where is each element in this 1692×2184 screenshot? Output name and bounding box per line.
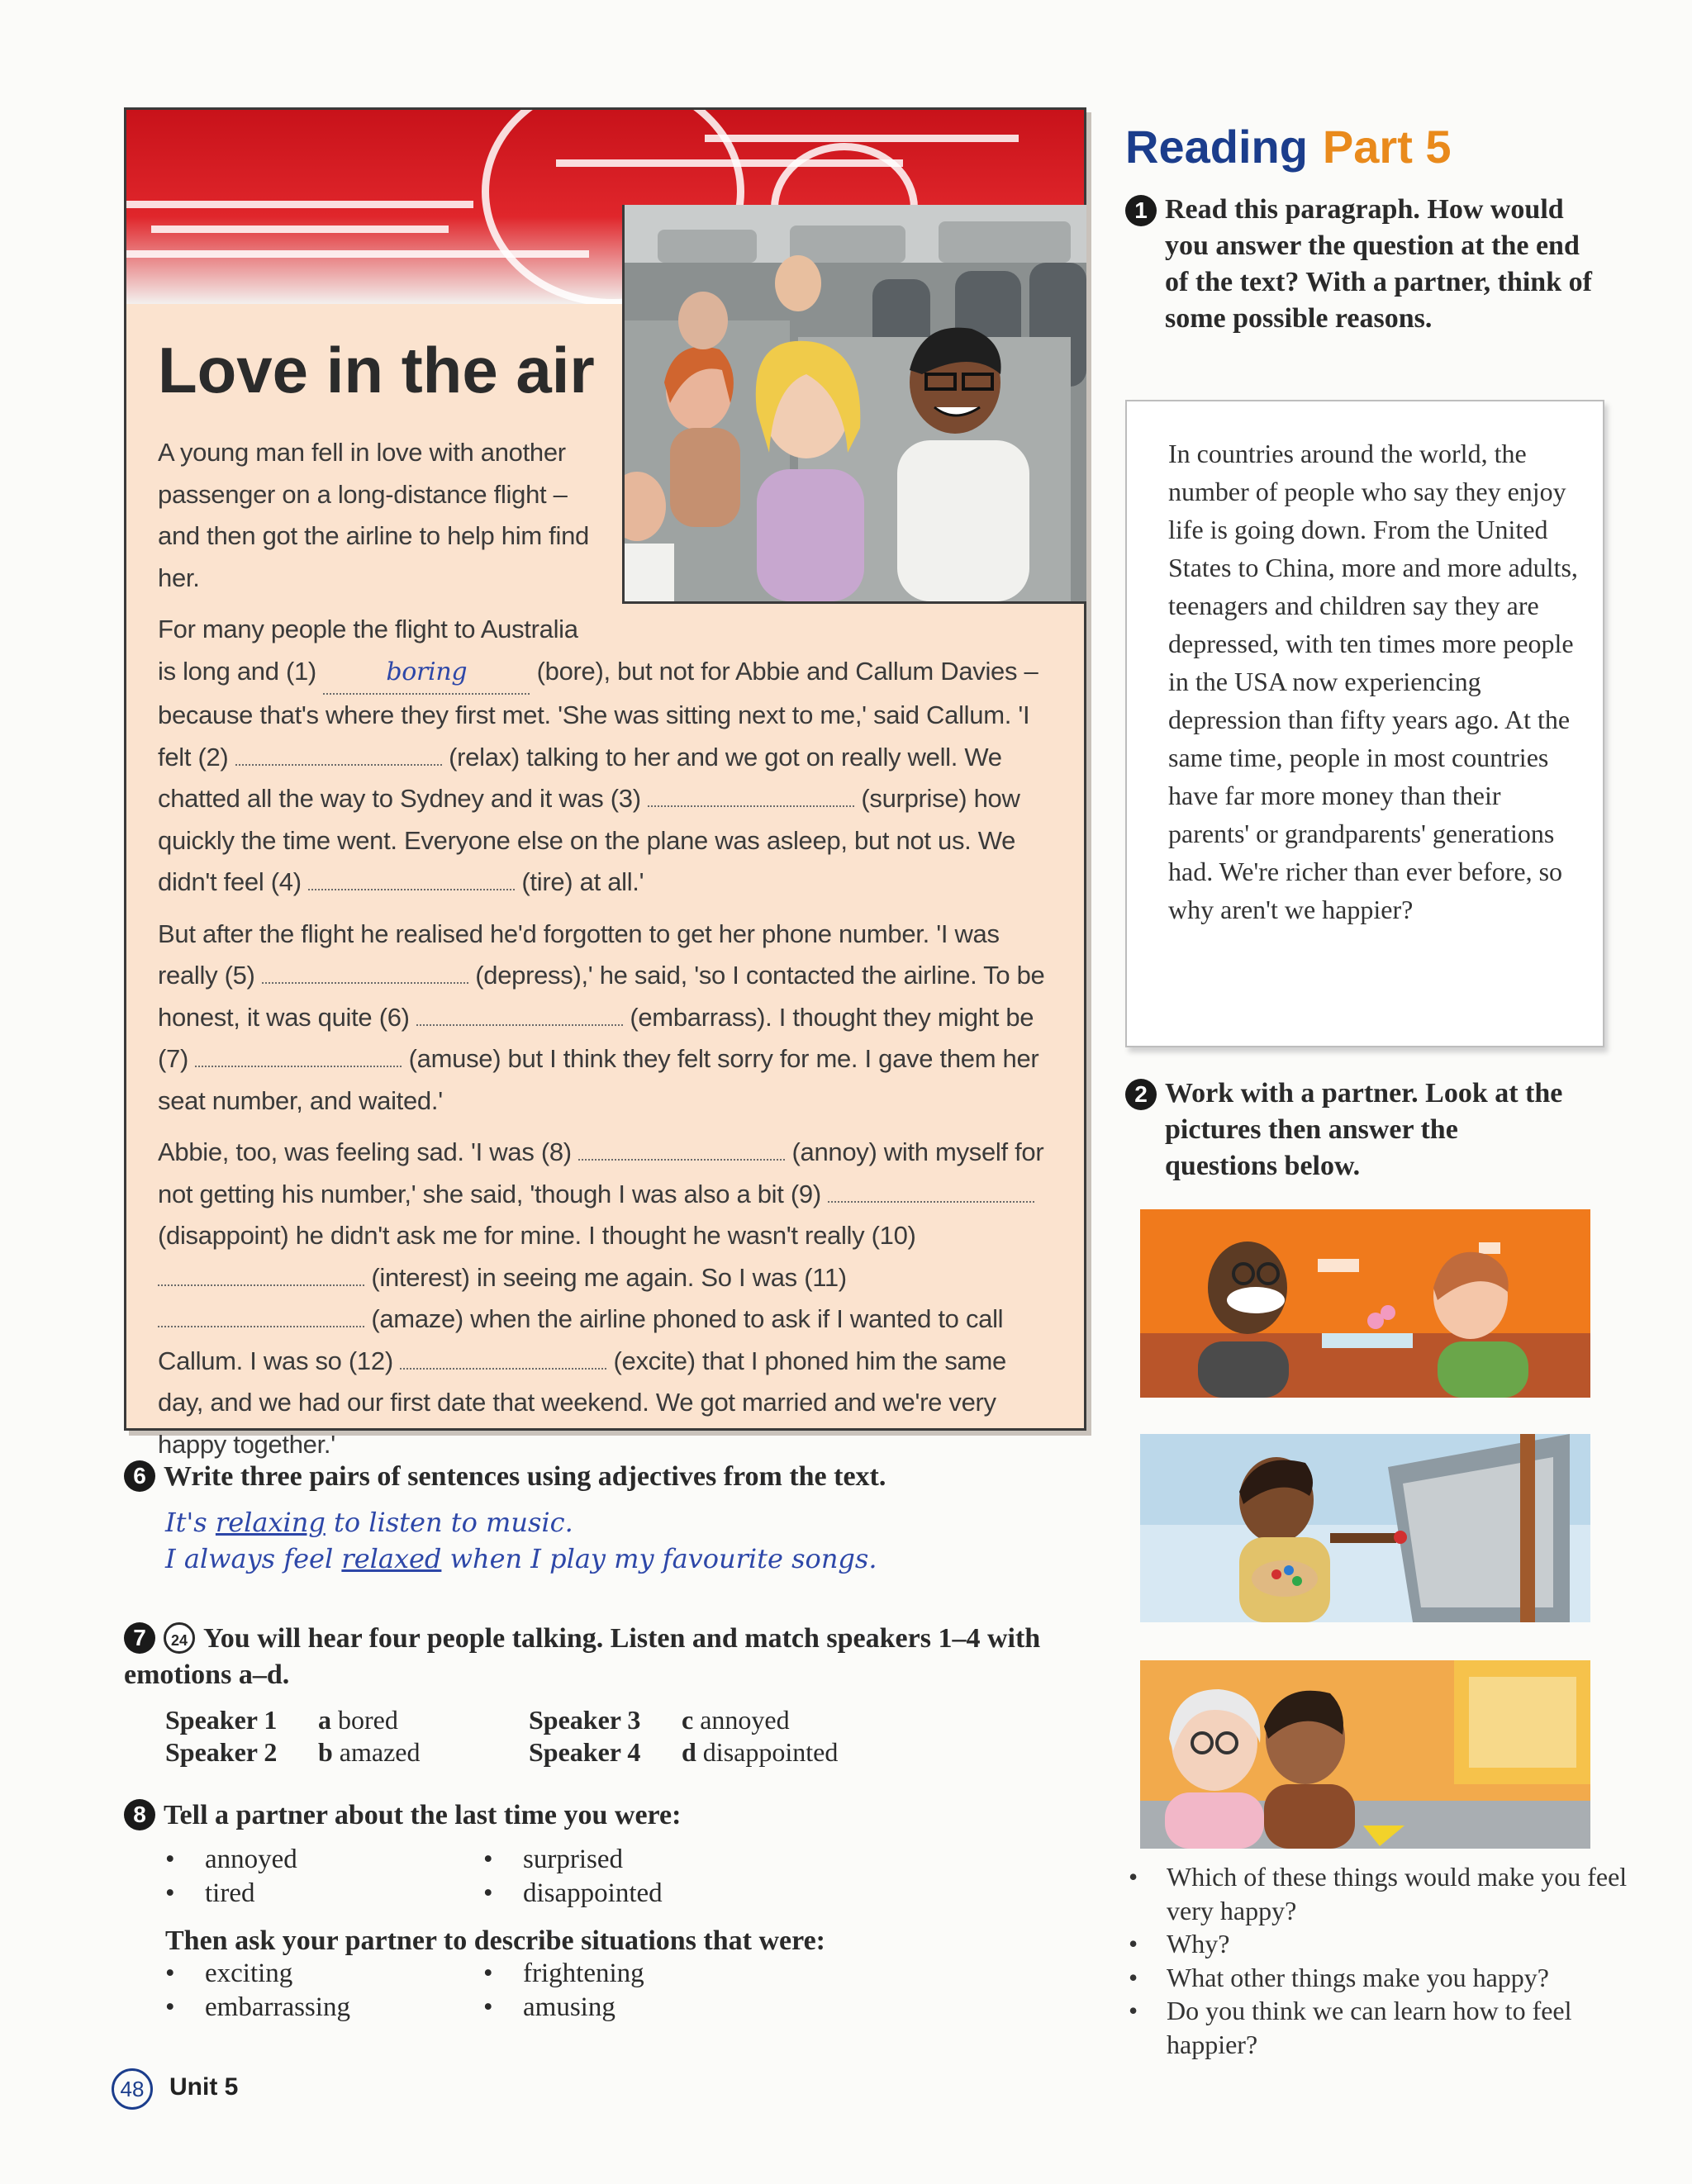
banner-stripe xyxy=(126,201,473,208)
speaker-label: Speaker 1 xyxy=(165,1705,278,1735)
text-run: For many people the flight to Australia xyxy=(158,615,578,643)
unit-label: Unit 5 xyxy=(169,2073,239,2101)
speaker-label: Speaker 3 xyxy=(529,1705,641,1735)
emotion-option xyxy=(318,1737,529,1768)
answer-blank-5 xyxy=(262,961,468,984)
bullet-list-2 xyxy=(165,1957,1074,2025)
text-run: to listen to music. xyxy=(333,1507,573,1538)
list-item: • amusing xyxy=(483,1991,764,2025)
exercise-number: 7 xyxy=(124,1622,155,1654)
bullet-list-1 xyxy=(165,1843,1074,1911)
text-run: (interest) in seeing me again. So I was (11) xyxy=(371,1262,847,1292)
list-item: • disappointed xyxy=(483,1877,764,1911)
story-title: Love in the air xyxy=(158,334,595,406)
text-run: I always feel xyxy=(165,1543,334,1574)
option-letter: a xyxy=(318,1705,331,1735)
page-number: 48 xyxy=(112,2068,153,2110)
option-letter: b xyxy=(318,1737,333,1767)
friends-cafe-picture xyxy=(1140,1209,1590,1398)
grandmother-grandson-picture xyxy=(1140,1660,1590,1849)
speaker-label: Speaker 2 xyxy=(165,1737,278,1767)
exercise-6 xyxy=(124,1460,1074,1577)
reading-questions-list xyxy=(1125,1860,1654,2061)
underlined-adjective: relaxed xyxy=(341,1543,442,1574)
answer-blank-9 xyxy=(828,1180,1034,1203)
option-word: annoyed xyxy=(700,1705,790,1735)
section-title-part: Part 5 xyxy=(1322,121,1452,173)
emotion-option xyxy=(682,1705,896,1735)
text-run: Abbie, too, was feeling sad. 'I was (8) xyxy=(158,1137,572,1166)
answer-blank-8 xyxy=(578,1137,785,1161)
banner-stripe xyxy=(705,135,1019,142)
emotion-option xyxy=(682,1737,896,1768)
reading-question-1 xyxy=(1125,192,1604,337)
option-word: disappointed xyxy=(702,1737,839,1767)
list-item: • exciting xyxy=(165,1957,483,1991)
exercise-number: 8 xyxy=(124,1799,155,1830)
answer-blank-12 xyxy=(400,1346,606,1370)
reading-question-2 xyxy=(1125,1075,1571,1185)
answer-blank-2 xyxy=(235,743,442,766)
exercise-7-instruction: You will hear four people talking. Listen and match speakers 1–4 with emotions a–d. xyxy=(124,1623,1041,1690)
banner-stripe xyxy=(151,226,449,233)
handwritten-line-1 xyxy=(165,1504,1074,1541)
answer-blank-11 xyxy=(158,1304,364,1327)
handwritten-sentences xyxy=(165,1504,1074,1577)
list-item: • annoyed xyxy=(165,1843,483,1877)
text-run: (disappoint) he didn't ask me for mine. I thought he wasn't really (10) xyxy=(158,1221,916,1250)
exercise-6-heading xyxy=(124,1460,1074,1493)
exercise-8-subheading: Then ask your partner to describe situations that were: xyxy=(165,1925,825,1956)
story-intro: A young man fell in love with another passenger on a long-distance flight – and then got the airline to help him find her. xyxy=(158,438,589,592)
option-letter: c xyxy=(682,1705,694,1735)
handwritten-answer: boring xyxy=(386,657,468,686)
section-title xyxy=(1125,120,1452,173)
list-item: • frightening xyxy=(483,1957,764,1991)
option-word: bored xyxy=(338,1705,398,1735)
question-number: 1 xyxy=(1125,195,1157,226)
emotion-option xyxy=(318,1705,529,1735)
underlined-adjective: relaxing xyxy=(215,1507,326,1538)
exercise-7-heading xyxy=(124,1621,1074,1693)
question-text: Read this paragraph. How would you answer the question at the end of the text? With a partner, think of some possible reasons. xyxy=(1165,194,1592,334)
audio-track-icon[interactable]: 24 xyxy=(164,1622,195,1654)
answer-blank-4 xyxy=(308,867,515,890)
answer-blank-3 xyxy=(648,784,854,807)
answer-blank-10 xyxy=(158,1263,364,1286)
text-run: (bore), but not for Abbie and Callum Davies – because that's where they first met. 'She was sitting next to me,' said Callum. 'I felt (2) xyxy=(158,656,1038,772)
list-item: • embarrassing xyxy=(165,1991,483,2025)
text-run: (amaze) when the airline phoned to ask if I wanted to call Callum. I was so (12) xyxy=(158,1304,1004,1375)
text-run: when I play my favourite songs. xyxy=(449,1543,877,1574)
handwritten-line-2 xyxy=(165,1541,1074,1577)
text-run: It's xyxy=(165,1507,207,1538)
exercise-8-instruction: Tell a partner about the last time you were: xyxy=(164,1800,682,1830)
answer-blank-7 xyxy=(195,1044,402,1067)
text-run: (annoy) with myself for not getting his number,' she said, 'though I was also a bit (9) xyxy=(158,1137,1044,1208)
story-text xyxy=(158,432,1058,1475)
boy-painting-picture xyxy=(1140,1434,1590,1622)
story-box xyxy=(124,107,1086,1459)
list-item: • What other things make you happy? xyxy=(1125,1961,1654,1995)
text-run: (embarrass). I thought they might be (7) xyxy=(158,1002,1034,1073)
speaker-emotion-grid xyxy=(165,1705,1074,1768)
story-paragraph-1 xyxy=(158,609,1058,904)
text-run: But after the flight he realised he'd forgotten to get her phone number. 'I was really (5) xyxy=(158,919,1000,990)
text-run: (tire) at all.' xyxy=(521,867,644,896)
list-item: • Do you think we can learn how to feel happier? xyxy=(1125,1994,1654,2061)
exercise-8-heading xyxy=(124,1799,1074,1831)
question-text: Work with a partner. Look at the pictures then answer the questions below. xyxy=(1165,1078,1563,1181)
list-item: • tired xyxy=(165,1877,483,1911)
text-run: (surprise) how quickly the time went. Everyone else on the plane was asleep, but not us. We didn't feel (4) xyxy=(158,784,1020,896)
question-number: 2 xyxy=(1125,1079,1157,1110)
exercise-6-instruction: Write three pairs of sentences using adjectives from the text. xyxy=(164,1461,886,1492)
option-letter: d xyxy=(682,1737,696,1767)
list-item: • Which of these things would make you feel very happy? xyxy=(1125,1860,1654,1927)
exercise-number: 6 xyxy=(124,1460,155,1492)
list-item: • surprised xyxy=(483,1843,764,1877)
speaker-label: Speaker 4 xyxy=(529,1737,641,1767)
section-title-main: Reading xyxy=(1125,121,1308,173)
story-paragraph-2 xyxy=(158,914,1058,1123)
text-run: (relax) talking to her and we got on really well. We chatted all the way to Sydney and it was (3) xyxy=(158,742,1002,813)
answer-blank-6 xyxy=(416,1003,623,1026)
text-run: is long and (1) xyxy=(158,656,316,686)
story-paragraph-3 xyxy=(158,1132,1058,1465)
exercise-8 xyxy=(124,1799,1074,2025)
text-run: (depress),' he said, 'so I contacted the airline. To be honest, it was quite (6) xyxy=(158,961,1045,1032)
exercise-7 xyxy=(124,1621,1074,1768)
list-item: • Why? xyxy=(1125,1927,1654,1961)
paragraph-card: In countries around the world, the number of people who say they enjoy life is going down. From the United States to China, more and more adults, teenagers and children say they are depressed, with ten times more people in the USA now experiencing depression than fifty years ago. At the same time, people in most countries have far more money than their parents' or grandparents' generations had. We're richer than ever before, so why aren't we happier? xyxy=(1125,400,1604,1047)
option-word: amazed xyxy=(339,1737,421,1767)
text-run: (excite) that I phoned him the same day, and we had our first date that weekend. We got married and we're very happy together.' xyxy=(158,1346,1006,1459)
text-run: (amuse) but I think they felt sorry for me. I gave them her seat number, and waited.' xyxy=(158,1044,1039,1115)
answer-blank-1 xyxy=(323,651,530,696)
